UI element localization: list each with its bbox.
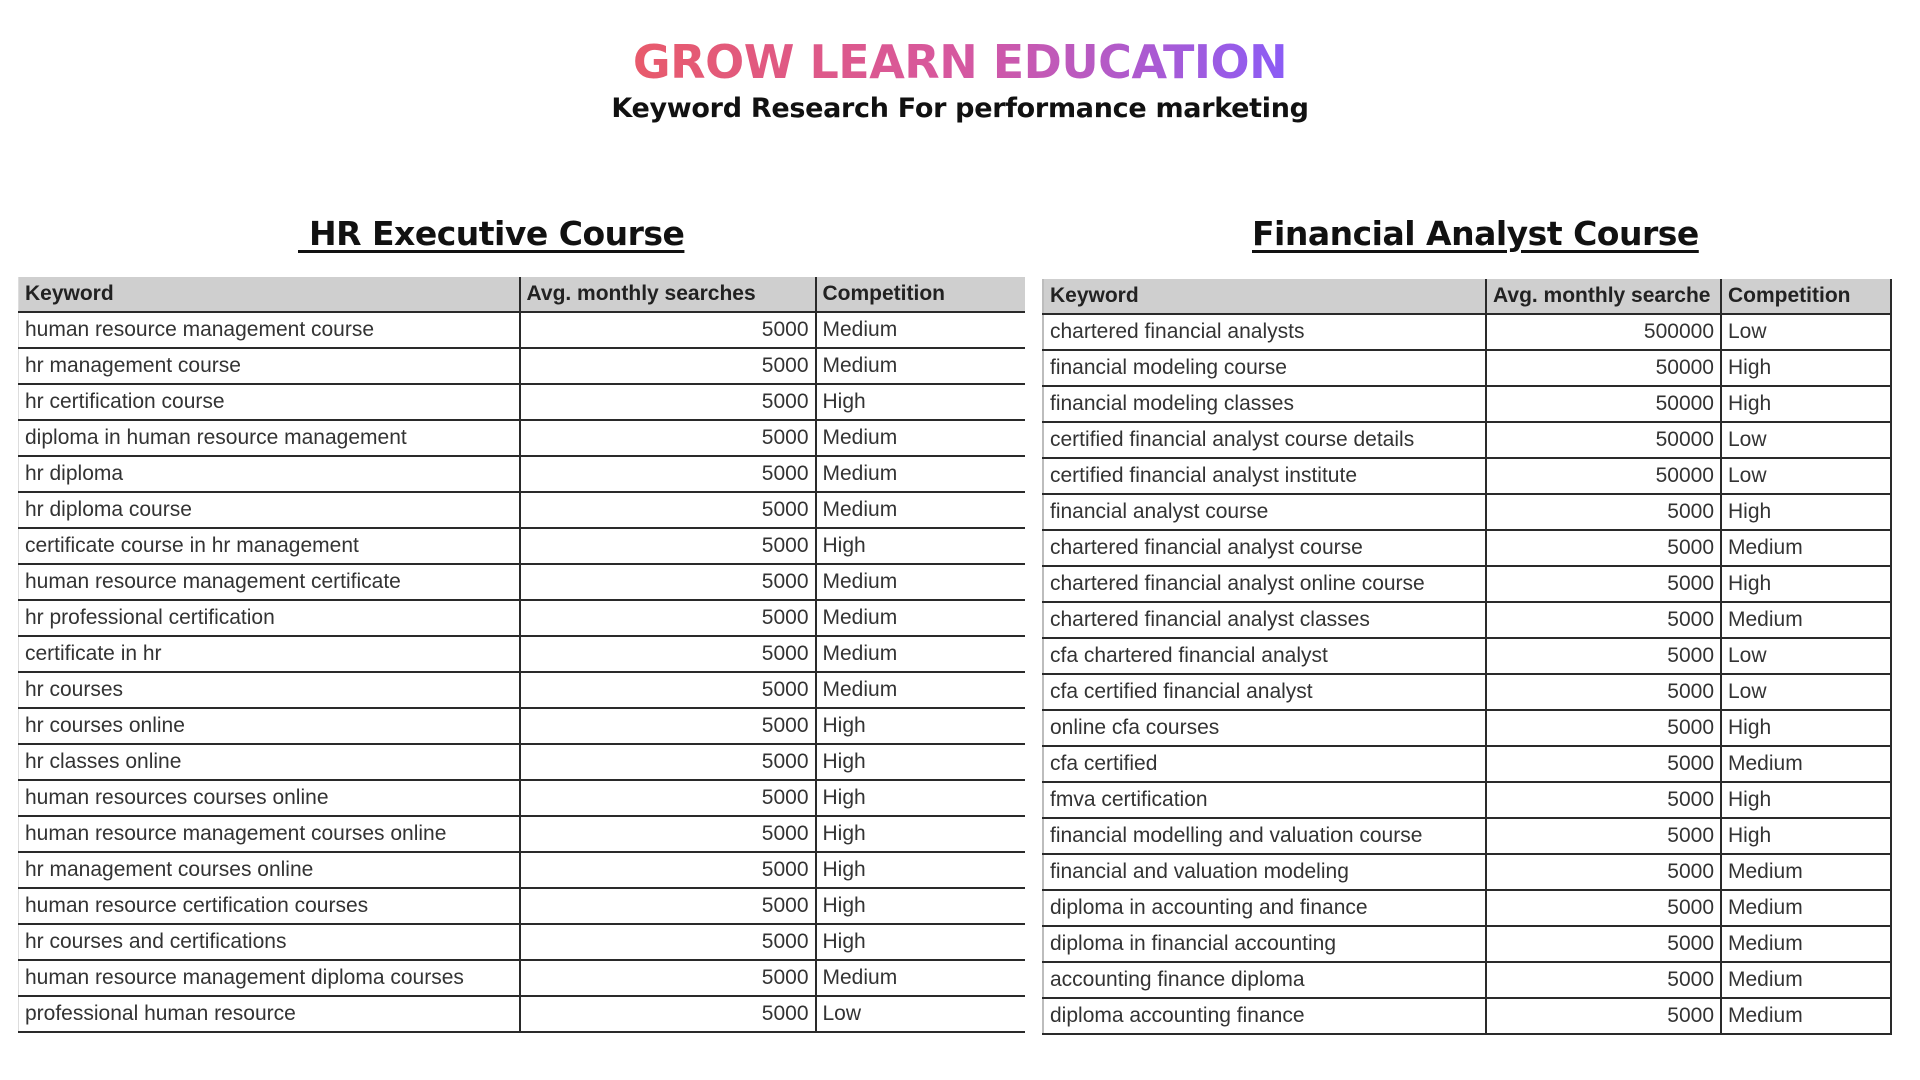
brand-text: GROW LEARN EDUCATION (632, 35, 1288, 89)
competition-cell: High (1721, 710, 1891, 746)
table-row (1043, 494, 1891, 530)
table-row (1043, 818, 1891, 854)
competition-cell: High (816, 744, 1025, 780)
keyword-cell: human resources courses online (19, 780, 520, 816)
competition-cell: Medium (816, 456, 1025, 492)
competition-cell: High (816, 528, 1025, 564)
keyword-cell: human resource management certificate (19, 564, 520, 600)
competition-cell: High (816, 708, 1025, 744)
competition-cell: Medium (1721, 602, 1891, 638)
competition-cell: Low (816, 996, 1025, 1032)
keyword-cell: certified financial analyst course details (1043, 422, 1486, 458)
searches-cell: 5000 (520, 564, 816, 600)
keyword-cell: chartered financial analyst course (1043, 530, 1486, 566)
competition-cell: Medium (1721, 746, 1891, 782)
competition-cell: Low (1721, 422, 1891, 458)
searches-cell: 5000 (520, 456, 816, 492)
table-row (1043, 710, 1891, 746)
table-row (19, 312, 1025, 348)
searches-cell: 5000 (1486, 638, 1721, 674)
searches-cell: 5000 (520, 420, 816, 456)
searches-cell: 5000 (1486, 782, 1721, 818)
keyword-cell: human resource management diploma courses (19, 960, 520, 996)
table-row (1043, 422, 1891, 458)
searches-cell: 5000 (520, 636, 816, 672)
searches-cell: 5000 (520, 960, 816, 996)
keyword-cell: certificate course in hr management (19, 528, 520, 564)
competition-cell: Medium (1721, 962, 1891, 998)
table-row (1043, 926, 1891, 962)
searches-cell: 5000 (520, 924, 816, 960)
table-row (1043, 674, 1891, 710)
competition-cell: High (1721, 350, 1891, 386)
searches-cell: 5000 (1486, 566, 1721, 602)
keyword-cell: human resource management course (19, 312, 520, 348)
table-row (19, 420, 1025, 456)
keyword-cell: diploma in accounting and finance (1043, 890, 1486, 926)
competition-cell: High (816, 780, 1025, 816)
searches-cell: 5000 (1486, 890, 1721, 926)
page-subtitle: Keyword Research For performance marketing (611, 93, 1309, 124)
searches-cell: 5000 (520, 996, 816, 1032)
hr-keyword-table (18, 277, 1025, 1033)
competition-cell: Low (1721, 674, 1891, 710)
table-row (19, 708, 1025, 744)
table-row (1043, 350, 1891, 386)
keyword-cell: hr management course (19, 348, 520, 384)
keyword-cell: certified financial analyst institute (1043, 458, 1486, 494)
searches-cell: 5000 (520, 744, 816, 780)
competition-cell: High (816, 384, 1025, 420)
table-row (1043, 890, 1891, 926)
hr-course-heading: HR Executive Course (298, 214, 685, 253)
competition-cell: High (1721, 494, 1891, 530)
table-row (19, 384, 1025, 420)
competition-cell: Medium (1721, 890, 1891, 926)
competition-cell: Medium (816, 348, 1025, 384)
competition-cell: Medium (816, 492, 1025, 528)
table-row (19, 744, 1025, 780)
financial-course-heading: Financial Analyst Course (1252, 214, 1699, 253)
brand-title (0, 36, 1920, 88)
competition-cell: Medium (816, 672, 1025, 708)
competition-cell: High (816, 816, 1025, 852)
keyword-cell: hr certification course (19, 384, 520, 420)
keyword-cell: fmva certification (1043, 782, 1486, 818)
keyword-cell: diploma accounting finance (1043, 998, 1486, 1034)
competition-cell: Medium (816, 564, 1025, 600)
table-row (19, 996, 1025, 1032)
searches-cell: 5000 (1486, 854, 1721, 890)
searches-cell: 5000 (1486, 926, 1721, 962)
keyword-cell: financial modeling course (1043, 350, 1486, 386)
table-row (19, 456, 1025, 492)
competition-cell: High (1721, 386, 1891, 422)
competition-cell: Medium (816, 960, 1025, 996)
table-row (1043, 314, 1891, 350)
table-row (1043, 530, 1891, 566)
table-row (19, 600, 1025, 636)
keyword-cell: financial analyst course (1043, 494, 1486, 530)
keyword-cell: chartered financial analyst classes (1043, 602, 1486, 638)
column-header-competition: Competition (1721, 279, 1891, 314)
keyword-cell: hr diploma (19, 456, 520, 492)
table-row (19, 348, 1025, 384)
table-row (1043, 998, 1891, 1034)
searches-cell: 5000 (520, 816, 816, 852)
table-row (1043, 782, 1891, 818)
competition-cell: Medium (1721, 926, 1891, 962)
competition-cell: Low (1721, 458, 1891, 494)
competition-cell: Medium (1721, 530, 1891, 566)
keyword-cell: human resource certification courses (19, 888, 520, 924)
financial-keyword-table (1042, 279, 1892, 1035)
searches-cell: 5000 (520, 708, 816, 744)
searches-cell: 500000 (1486, 314, 1721, 350)
competition-cell: High (1721, 782, 1891, 818)
column-header-keyword: Keyword (19, 277, 520, 312)
table-row (19, 852, 1025, 888)
searches-cell: 50000 (1486, 386, 1721, 422)
column-header-competition: Competition (816, 277, 1025, 312)
table-row (19, 780, 1025, 816)
table-row (19, 636, 1025, 672)
searches-cell: 5000 (520, 348, 816, 384)
keyword-cell: online cfa courses (1043, 710, 1486, 746)
keyword-cell: hr diploma course (19, 492, 520, 528)
keyword-cell: certificate in hr (19, 636, 520, 672)
searches-cell: 5000 (1486, 746, 1721, 782)
searches-cell: 5000 (520, 528, 816, 564)
table-row (1043, 566, 1891, 602)
searches-cell: 5000 (520, 600, 816, 636)
searches-cell: 5000 (1486, 530, 1721, 566)
keyword-cell: hr courses and certifications (19, 924, 520, 960)
keyword-cell: financial and valuation modeling (1043, 854, 1486, 890)
table-row (19, 564, 1025, 600)
competition-cell: Medium (816, 420, 1025, 456)
searches-cell: 5000 (520, 312, 816, 348)
competition-cell: Low (1721, 314, 1891, 350)
keyword-cell: hr courses (19, 672, 520, 708)
competition-cell: High (1721, 818, 1891, 854)
keyword-cell: financial modelling and valuation course (1043, 818, 1486, 854)
keyword-cell: chartered financial analyst online course (1043, 566, 1486, 602)
searches-cell: 50000 (1486, 422, 1721, 458)
column-header-keyword: Keyword (1043, 279, 1486, 314)
competition-cell: High (816, 852, 1025, 888)
table-row (1043, 746, 1891, 782)
table-row (1043, 854, 1891, 890)
searches-cell: 5000 (1486, 998, 1721, 1034)
keyword-cell: cfa certified (1043, 746, 1486, 782)
column-header-searches: Avg. monthly searches (520, 277, 816, 312)
competition-cell: Medium (1721, 998, 1891, 1034)
searches-cell: 5000 (520, 852, 816, 888)
competition-cell: Medium (816, 600, 1025, 636)
table-row (19, 888, 1025, 924)
table-row (19, 816, 1025, 852)
searches-cell: 5000 (1486, 962, 1721, 998)
keyword-cell: diploma in financial accounting (1043, 926, 1486, 962)
keyword-cell: cfa certified financial analyst (1043, 674, 1486, 710)
keyword-cell: hr management courses online (19, 852, 520, 888)
searches-cell: 5000 (520, 384, 816, 420)
searches-cell: 50000 (1486, 458, 1721, 494)
keyword-cell: cfa chartered financial analyst (1043, 638, 1486, 674)
keyword-cell: diploma in human resource management (19, 420, 520, 456)
keyword-cell: accounting finance diploma (1043, 962, 1486, 998)
searches-cell: 5000 (1486, 710, 1721, 746)
keyword-cell: financial modeling classes (1043, 386, 1486, 422)
searches-cell: 5000 (520, 492, 816, 528)
keyword-cell: human resource management courses online (19, 816, 520, 852)
competition-cell: High (1721, 566, 1891, 602)
column-header-searches: Avg. monthly searche (1486, 279, 1721, 314)
table-row (1043, 962, 1891, 998)
searches-cell: 5000 (1486, 818, 1721, 854)
competition-cell: Medium (816, 312, 1025, 348)
table-row (19, 528, 1025, 564)
table-row (19, 924, 1025, 960)
table-row (19, 672, 1025, 708)
table-row (1043, 386, 1891, 422)
table-header-row (1043, 279, 1891, 314)
keyword-cell: hr classes online (19, 744, 520, 780)
table-row (19, 492, 1025, 528)
table-row (1043, 638, 1891, 674)
searches-cell: 5000 (520, 888, 816, 924)
competition-cell: Medium (816, 636, 1025, 672)
searches-cell: 5000 (1486, 494, 1721, 530)
keyword-cell: chartered financial analysts (1043, 314, 1486, 350)
keyword-cell: professional human resource (19, 996, 520, 1032)
table-header-row (19, 277, 1025, 312)
table-row (1043, 458, 1891, 494)
keyword-cell: hr courses online (19, 708, 520, 744)
table-row (19, 960, 1025, 996)
table-row (1043, 602, 1891, 638)
searches-cell: 5000 (520, 672, 816, 708)
searches-cell: 5000 (1486, 602, 1721, 638)
keyword-cell: hr professional certification (19, 600, 520, 636)
searches-cell: 50000 (1486, 350, 1721, 386)
searches-cell: 5000 (1486, 674, 1721, 710)
searches-cell: 5000 (520, 780, 816, 816)
competition-cell: High (816, 888, 1025, 924)
competition-cell: Medium (1721, 854, 1891, 890)
competition-cell: Low (1721, 638, 1891, 674)
competition-cell: High (816, 924, 1025, 960)
